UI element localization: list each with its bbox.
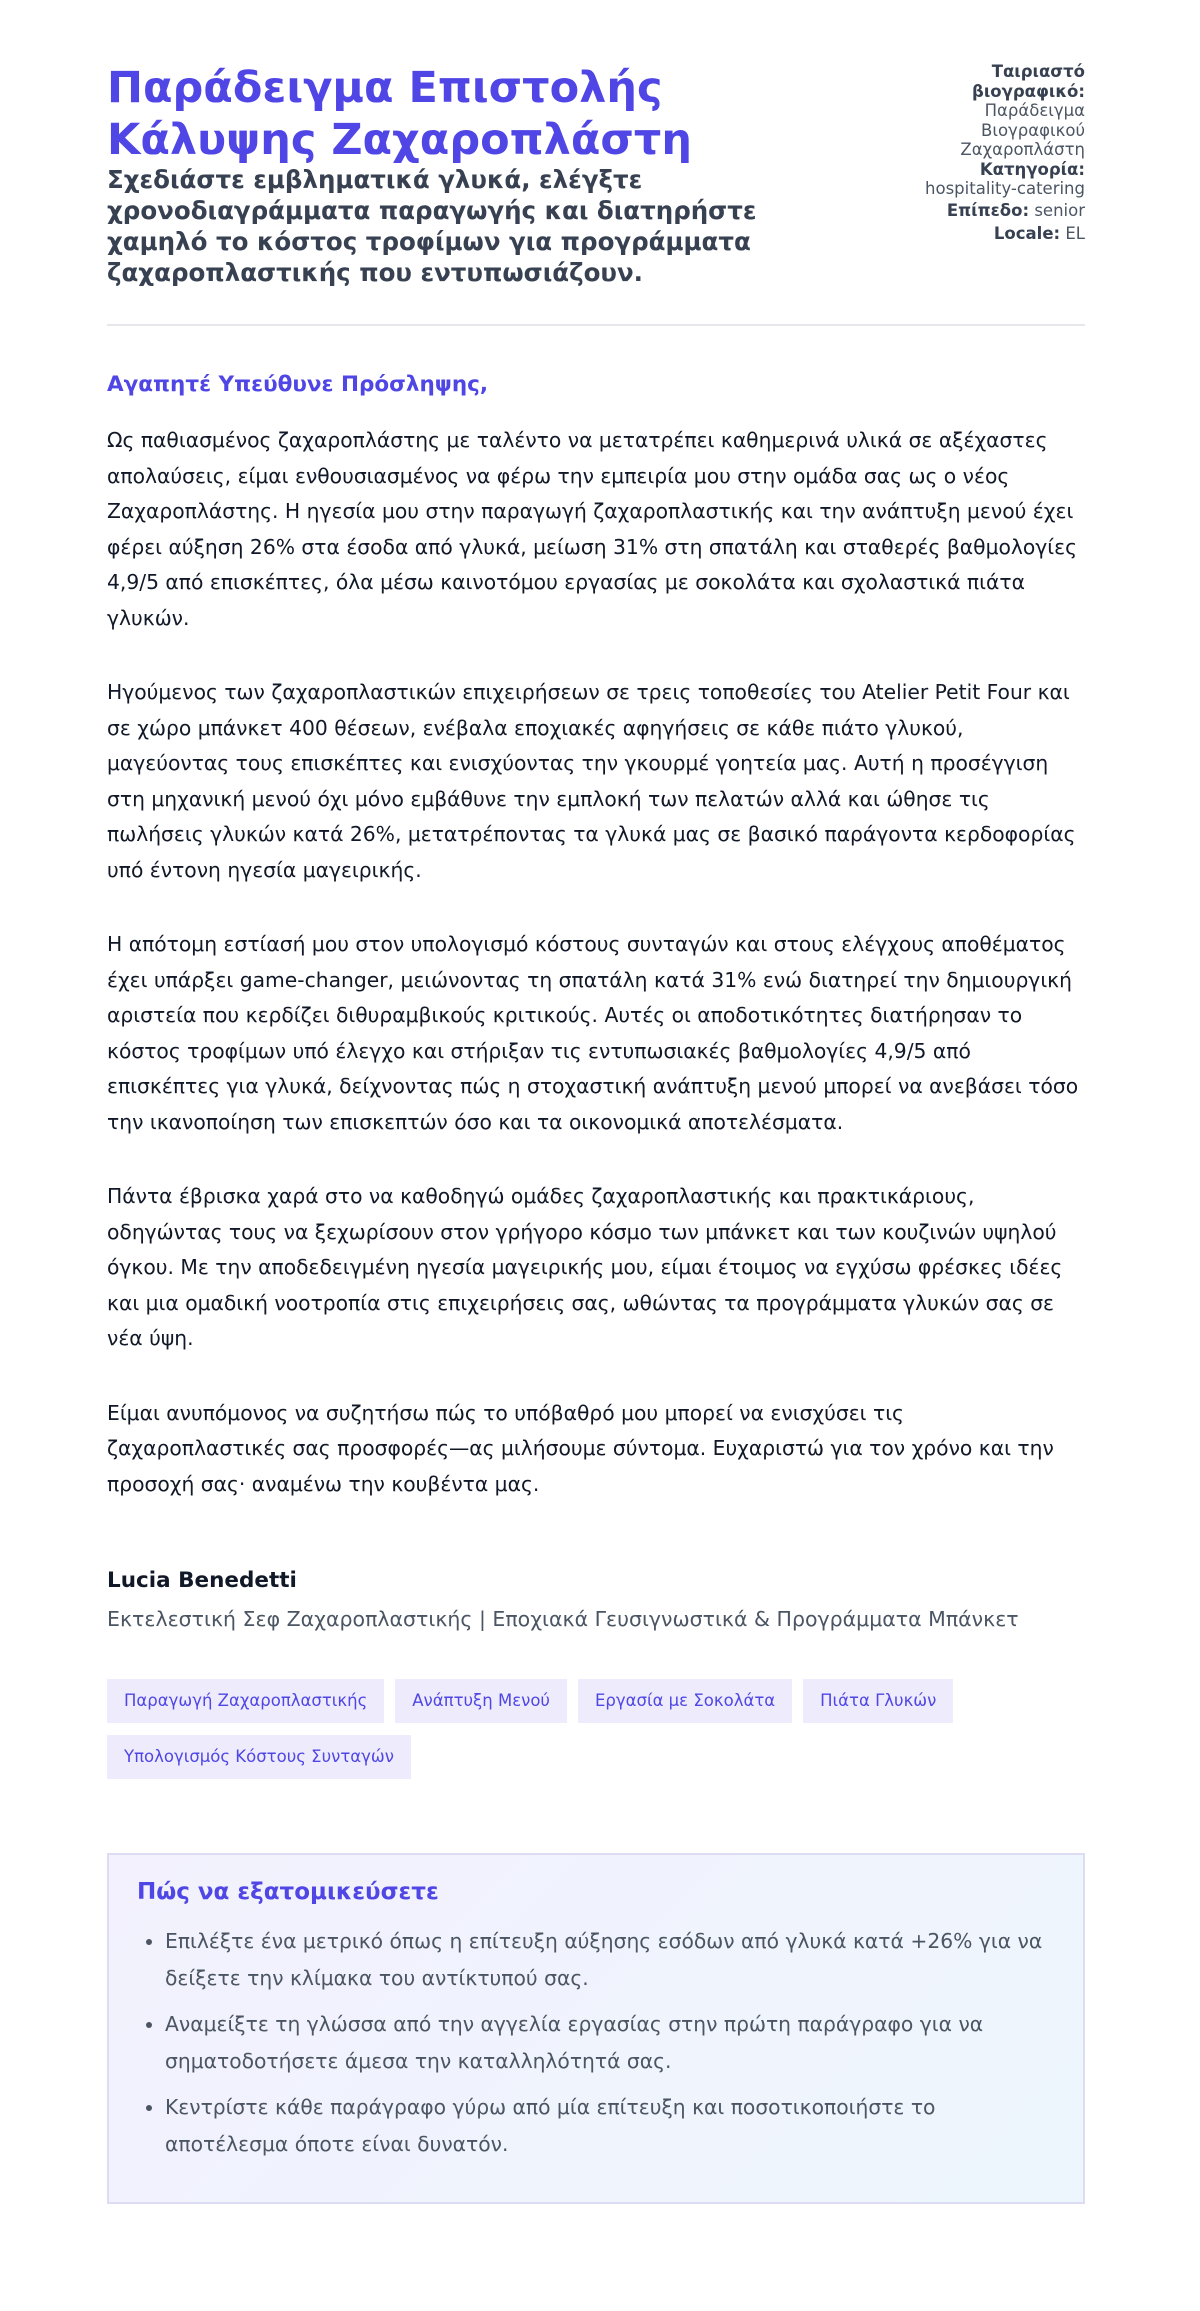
page-title: Παράδειγμα Επιστολής Κάλυψης Ζαχαροπλάστη xyxy=(107,63,692,165)
tip-item: • Επιλέξτε ένα μετρικό όπως η επίτευξη αύξησης εσόδων από γλυκά κατά +26% για να δείξετε την κλίμακα του αντίκτυπού σας. xyxy=(165,1923,1055,1997)
signature-role: Εκτελεστική Σεφ Ζαχαροπλαστικής | Εποχιακά Γευσιγνωστικά & Προγράμματα Μπάνκετ xyxy=(107,1607,1019,1631)
locale-label: Locale: xyxy=(993,224,1061,243)
resume-link[interactable]: Παράδειγμα Βιογραφικού Ζαχαροπλάστη xyxy=(960,101,1085,159)
tips-title: Πώς να εξατομικεύσετε xyxy=(137,1879,439,1905)
letter-paragraph: Είμαι ανυπόμονος να συζητήσω πώς το υπόβαθρό μου μπορεί να ενισχύσει τις ζαχαροπλαστικές σας προσφορές—ας μιλήσουμε σύντομα. Ευχαριστώ για τον χρόνο και την προσοχή σας· αναμένω την κουβέντα μας. xyxy=(107,1400,1054,1496)
category-value: hospitality-catering xyxy=(925,179,1085,198)
tips-box xyxy=(107,1853,1085,2204)
tip-item: • Κεντρίστε κάθε παράγραφο γύρω από μία επίτευξη και ποσοτικοποιήστε το αποτέλεσμα όποτε είναι δυνατόν. xyxy=(165,2089,1055,2163)
page-subtitle: Σχεδιάστε εμβληματικά γλυκά, ελέγξτε χρονοδιαγράμματα παραγωγής και διατηρήστε χαμηλό το κόστος τροφίμων για προγράμματα ζαχαροπλαστικής που εντυπωσιάζουν. xyxy=(107,165,757,287)
resume-label: Ταιριαστό βιογραφικό: xyxy=(972,62,1085,101)
letter-paragraph: Η απότομη εστίασή μου στον υπολογισμό κόστους συνταγών και στους ελέγχους αποθέματος έχει υπάρξει game-changer, μειώνοντας τη σπατάλη κατά 31% ενώ διατηρεί την δημιουργική αριστεία που κερδίζει διθυραμβικούς κριτικούς. Αυτές οι αποδοτικότητες διατήρησαν το κόστος τροφίμων υπό έλεγχο και στήριξαν τις εντυπωσιακές βαθμολογίες 4,9/5 από επισκέπτες για γλυκά, δείχνοντας πώς η στοχαστική ανάπτυξη μενού μπορεί να ανεβάσει τόσο την ικανοποίηση των επισκεπτών όσο και τα οικονομικά αποτελέσματα. xyxy=(107,932,1079,1134)
letter-paragraph: Ηγούμενος των ζαχαροπλαστικών επιχειρήσεων σε τρεις τοποθεσίες του Atelier Petit Four και σε χώρο μπάνκετ 400 θέσεων, ενέβαλα εποχιακές αφηγήσεις σε κάθε πιάτο γλυκού, μαγεύοντας τους επισκέπτες και ενισχύοντας την γκουρμέ γοητεία μας. Αυτή η προσέγγιση στη μηχανική μενού όχι μόνο εμβάθυνε την εμπλοκή των πελατών αλλά και ώθησε τις πωλήσεις γλυκών κατά 26%, μετατρέποντας τα γλυκά μας σε βασικό παράγοντα κερδοφορίας υπό έντονη ηγεσία μαγειρικής. xyxy=(107,680,1076,882)
signature-name: Lucia Benedetti xyxy=(107,1568,297,1593)
cover-letter-page xyxy=(107,62,1085,2204)
locale-value: EL xyxy=(1065,224,1085,243)
skill-tag: Πιάτα Γλυκών xyxy=(803,1679,953,1723)
skill-tag: Παραγωγή Ζαχαροπλαστικής xyxy=(107,1679,384,1723)
page-header xyxy=(107,62,1085,326)
level-value: senior xyxy=(1034,200,1085,220)
skill-tag: Εργασία με Σοκολάτα xyxy=(578,1679,792,1723)
level-label: Επίπεδο: xyxy=(946,200,1030,220)
category-label: Κατηγορία: xyxy=(979,159,1085,179)
skill-tags xyxy=(107,1679,1085,1779)
greeting: Αγαπητέ Υπεύθυνε Πρόσληψης, xyxy=(107,372,489,397)
skill-tag: Υπολογισμός Κόστους Συνταγών xyxy=(107,1735,411,1779)
letter-paragraph: Ως παθιασμένος ζαχαροπλάστης με ταλέντο να μετατρέπει καθημερινά υλικά σε αξέχαστες απολαύσεις, είμαι ενθουσιασμένος να φέρω την εμπειρία μου στην ομάδα σας ως ο νέος Ζαχαροπλάστης. Η ηγεσία μου στην παραγωγή ζαχαροπλαστικής και την ανάπτυξη μενού έχει φέρει αύξηση 26% στα έσοδα από γλυκά, μείωση 31% στη σπατάλη και σταθερές βαθμολογίες 4,9/5 από επισκέπτες, όλα μέσω καινοτόμου εργασίας με σοκολάτα και σχολαστικά πιάτα γλυκών. xyxy=(107,428,1078,630)
tip-item: • Αναμείξτε τη γλώσσα από την αγγελία εργασίας στην πρώτη παράγραφο για να σηματοδοτήσετε άμεσα την καταλληλότητά σας. xyxy=(165,2006,1055,2080)
meta-panel xyxy=(895,62,1085,288)
letter-paragraph: Πάντα έβρισκα χαρά στο να καθοδηγώ ομάδες ζαχαροπλαστικής και πρακτικάριους, οδηγώντας τους να ξεχωρίσουν στον γρήγορο κόσμο των μπάνκετ και των κουζινών υψηλού όγκου. Με την αποδεδειγμένη ηγεσία μαγειρικής μου, είμαι έτοιμος να εγχύσω φρέσκες ιδέες και μια ομαδική νοοτροπία στις επιχειρήσεις σας, ωθώντας τα προγράμματα γλυκών σας σε νέα ύψη. xyxy=(107,1184,1063,1350)
skill-tag: Ανάπτυξη Μενού xyxy=(395,1679,567,1723)
